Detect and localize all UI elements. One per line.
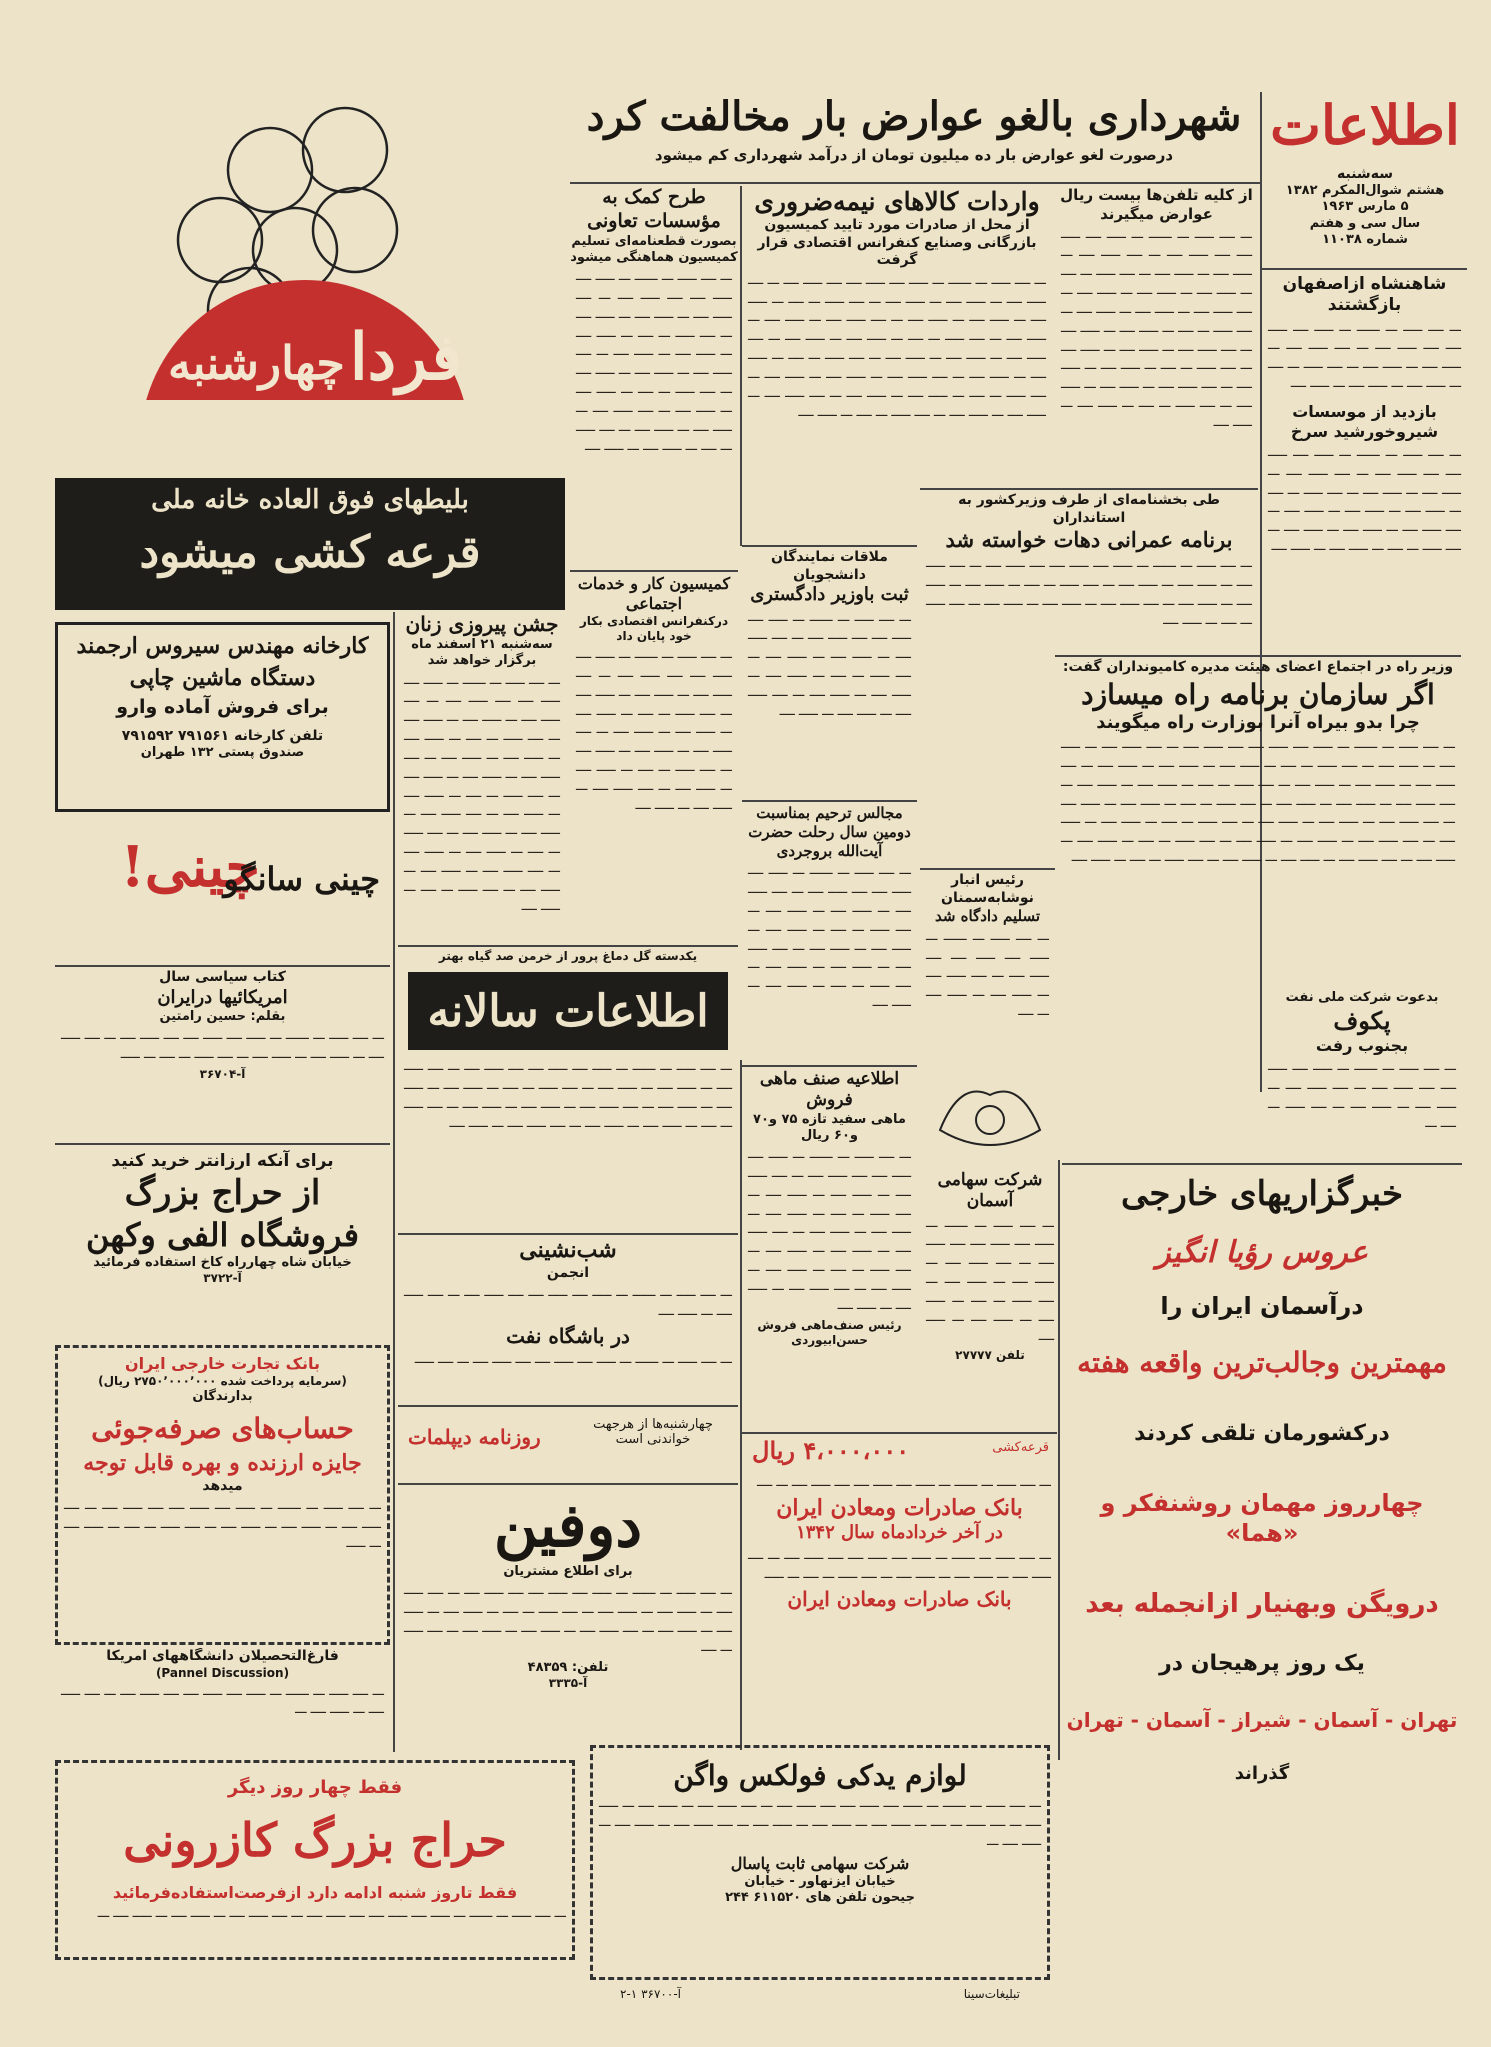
warehouse-headline: رئیس انبار نوشابه‌سمنان bbox=[941, 872, 1034, 906]
story-body: ـــ ــــ ـــــ ـــ ــــــ ـــ ـــــ ــــ ـــــ ــــ ــــ ـــــ ــــ ـــ ــــ ـــــ ــــ ـــ ـــــ ــــ ـــ ـــــ ــــ ـــ ــــ ـــــ ـــ ــــ ـــ ـــــ ــــ ـــ ـــــ ــــ ـــ ـــــ ــــ ـــ ــــ ـــــ ــــ ـــ ـــــ ــــ ـــ ـــــ ــــ ـــ ــــ ـــــ ـــ ــــ ـــ ـــــ ــــ ـــ ـــــ ــــ ـــ ــــ ـــــ ــــ ـــ ـــــ ــــ ـــ ـــــ ــــ bbox=[576, 647, 732, 813]
auction-ref: آ-۳۷۲۲ bbox=[203, 1271, 242, 1285]
vw-parts-ad bbox=[590, 1745, 1050, 1980]
warehouse-sub: تسلیم دادگاه شد bbox=[934, 907, 1040, 925]
annual-title: اطلاعات سالانه bbox=[427, 986, 709, 1037]
foreign-title: خبرگزاریهای خارجی bbox=[1121, 1174, 1403, 1214]
book-ref: آ-۳۶۷۰۴ bbox=[199, 1066, 246, 1081]
story-body: ـــ ــــ ـــــ ـــ ــــــ ـــ ـــــ ــــ ـــــ ــــ ــــ ـــــ ــــ ـــ ــــ ـــــ ــــ ـــ ـــــ ــــ ـــ ـــــ ــــ ـــ ــــ ـــــ ـــ ــــ ـــ ـــــ ــــ ـــ ـــــ ــــ ـــ ـــــ ــــ ـــ ــــ ـــــ ــــ ـــ ـــــ ــــ ـــ ـــــ ــــ ـــ ــــ ـــــ ـــ ــــ ـــ ـــــ ــــ ـــ ـــــ ــــ bbox=[748, 863, 911, 1011]
governors-story bbox=[920, 488, 1258, 658]
fish-sub: ماهی سفید تازه ۷۵ و۷۰ و۶۰ ریال bbox=[753, 1111, 906, 1143]
vw-body: ـــ ــــ ـــــ ـــ ــــــ ـــ ـــــ ــــ ـــــ ــــ ــــ ـــــ ــــ ـــ ــــ ـــــ ــــ ـــ ـــــ ــــ ـــ ـــــ ــــ ـــ ــــ ـــــ ـــ ــــ ـــ ـــــ ــــ ـــ ـــــ ــــ ـــ ـــــ ــــ ـــ ــــ ـــــ ــــ ـــ ـــــ ــــ ـــ ـــــ ــــ ـــ bbox=[599, 1796, 1041, 1849]
alumni-title: فارغ‌التحصیلان دانشگاههای امریکا bbox=[106, 1648, 339, 1664]
coop-story bbox=[570, 186, 738, 546]
story-body: ـــ ــــ ـــــ ـــ ــــــ ـــ ـــــ ــــ ـــــ ــــ ــــ ـــــ ــــ ـــ ــــ ـــــ ــــ ـــ ـــــ ــــ ـــ ـــــ ــــ ـــ ــــ ـــــ ـــ ــــ ـــ ـــــ ــــ ـــ ـــــ ــــ ـــ ـــــ ــــ ـــ ــــ ـــــ ــــ ـــ ـــــ ــــ ـــ ـــــ ــــ ـــ ــــ ـــــ ـــ ــــ bbox=[404, 1583, 732, 1655]
lottery-day-word: فردا bbox=[349, 320, 463, 395]
story-body: ـــ ــــ ـــــ ـــ ــــــ ـــ ـــــ ــــ ـــــ ــــ ــــ ـــــ ــــ ـــ ــــ ـــــ ــــ ـــ ـــــ ــــ ـــ ـــــ ــــ ـــ ــــ ـــــ ـــ ــــ ـــ ـــــ ــــ ـــ ـــــ ــــ ـــ ـــــ ــــ ـــ ــــ ـــــ ــــ ـــ ـــــ ــــ ـــ ـــــ ــــ ـــ ــــ ـــــ ـــ ــــ ـــ ـــــ ــــ ـــ ـــــ ــــ ـــ ــــ ـــــ ــــ ـــ ـــــ ــــ ـــ ـــــ ــــ bbox=[748, 1147, 911, 1313]
dofin-sub: برای اطلاع مشتریان bbox=[503, 1564, 633, 1579]
evening-sub: انجمن bbox=[546, 1264, 590, 1281]
workshop-sale: برای فروش آماده وارو bbox=[116, 696, 329, 718]
auction-line2: فروشگاه الفی وکهن bbox=[86, 1215, 359, 1254]
page-footer bbox=[590, 1985, 1050, 2007]
story-body: ـــ ــــ ـــــ ـــ ــــــ ـــ ـــــ ــــ ـــــ ــــ ــــ ـــــ ــــ ـــ ــــ ـــــ ــــ ـــ ـــــ ــــ ـــ ـــــ ــــ ـــ ــــ ـــــ ـــ ــــ ـــ ـــــ ــــ ـــ ـــــ ــــ ـــ ـــــ ــــ ـــ ــــ ـــــ ــــ ـــ ـــــ ــــ ـــ ـــــ ــــ ـــ ــــ ـــــ ـــ ــــ ـــ ـــــ ــــ ـــ ـــــ ــــ ـــ ــــ ـــــ ــــ ـــ ـــــ ــــ ـــ ـــــ ــــ ـــ ــــ ـــــ ـــ ــــ ـــ ـــــ ــــ ـــ ـــــ ــــ ـــ ــــ ـــــ ــــ ـــ ـــــ ــــ ـــ ـــــ ــــ ـــ ــــ ـــــ ـــ ــــ ـــ ـــــ ــــ ـــ ـــــ ــــ ـــ ــــ ـــــ ــــ ـــ ـــــ ــــ ـــ ـــــ ــــ ـــ ــــ ـــــ ـــ ــــ ـــ ـــــ ــــ bbox=[748, 272, 1046, 420]
story-body: ـــ ــــ ـــــ ـــ ــــــ ـــ ـــــ ــــ ـــــ ــــ ــــ ـــــ ــــ ـــ ــــ ـــــ ــــ ـــ ـــــ ــــ ـــ ـــــ ــــ ـــ ــــ ـــــ ـــ ــــ ـــ ـــــ ــــ ـــ ـــــ ــــ ـــ ـــــ ــــ ـــ ــــ ـــــ ــــ ـــ ـــــ ــــ ـــ ـــــ ــــ ـــ ــــ ـــــ ـــ ــــ ـــ ـــــ ــــ ـــ ـــــ ــــ ـــ ــــ ـــــ ــــ ـــ ـــــ ــــ bbox=[404, 1059, 732, 1131]
women-title: جشن پیروزی زنان bbox=[405, 612, 559, 636]
book-ad bbox=[55, 965, 390, 1140]
coop-sub: بصورت قطعنامه‌ای تسلیم کمیسیون هماهنگی میشود bbox=[570, 233, 738, 265]
coop-headline: طرح کمک به مؤسسات تعاونی bbox=[587, 186, 721, 232]
lottery-bank-footer: بانک صادرات ومعادن ایران bbox=[787, 1586, 1012, 1611]
book-title: امریکائیها درایران bbox=[157, 986, 288, 1008]
imports-sub: از محل از صادرات مورد تایید کمیسیون بازرگانی وصنایع کنفرانس اقتصادی قرار گرفت bbox=[757, 217, 1037, 269]
issue-year: سال سی و هفتم bbox=[1309, 215, 1421, 231]
china-big: چینی! bbox=[120, 834, 260, 900]
lottery-weekday-word: چهارشنبه bbox=[167, 336, 345, 390]
diplomat-title: روزنامه دیپلمات bbox=[408, 1425, 541, 1449]
oil-pre: بدعوت شرکت ملی نفت bbox=[1285, 990, 1439, 1005]
story-body: ـــ ــــ ـــــ ـــ ــــــ ـــ ـــــ ــــ ـــــ ــــ ــــ ـــــ ــــ ـــ ــــ ـــــ ــــ ـــ ـــــ ــــ ـــ ـــــ ــــ ـــ ــــ ـــــ ـــ ــــ ـــ ـــــ ــــ ـــ ـــــ ــــ ـــ ـــــ ــــ ـــ ــــ ـــــ ــــ ـــ ـــــ ــــ ـــ ـــــ ــــ ـــ ــــ ـــــ ـــ ــــ ـــ ـــــ ــــ ـــ ـــــ ــــ ـــ ــــ ـــــ ــــ ـــ ـــــ ــــ ـــ ـــــ ــــ ـــ ــــ ـــــ ـــ ــــ ـــ ـــــ ــــ ـــ ـــــ ــــ bbox=[576, 269, 732, 454]
china-ad bbox=[55, 822, 390, 957]
lottery-draw: قرعه کشی میشود bbox=[139, 526, 481, 578]
footer-ref: آ-۳۶۷۰۰ ۱-۲ bbox=[620, 1987, 681, 2001]
story-body: ـــ ــــ ـــــ ـــ ــــــ ـــ ـــــ ــــ ـــــ ــــ ــــ ـــــ ــــ ـــ ــــ ـــــ ــــ ـــ ـــــ ــــ ـــ ـــــ ــــ ـــ ــــ ـــــ ـــ ــــ ـــ ـــــ ــــ ـــ ـــــ ــــ ـــ ـــــ ــــ ـــ ــــ ـــــ ــــ ـــ ـــــ ــــ ـــ ـــــ ــــ ـــ ــــ ـــــ ـــ ــــ ـــ ـــــ ــــ ـــ ـــــ ــــ bbox=[1268, 444, 1461, 555]
minister-sub: چرا بدو بیراه آنرا بوزارت راه میگویند bbox=[1096, 711, 1420, 733]
students-story bbox=[742, 545, 917, 795]
story-body: ـــ ــــ ـــــ ـــ ــــــ ـــ ـــــ ــــ ـــــ ــــ ــــ ـــــ ــــ ـــ ــــ ـــــ ــــ ـــ ـــــ ــــ ـــ ـــــ ــــ ـــ ــــ ـــــ ـــ ــــ ـــ ـــــ ــــ ـــ ـــــ ــــ ـــ ـــــ ــــ ـــ ــــ ـــــ ــــ ـــ ـــــ ــــ ـــ ـــــ ــــ bbox=[748, 609, 911, 719]
story-body: ـــ ــــ ـــــ ـــ ــــــ ـــ ـــــ ــــ ـــــ ــــ ــــ ـــــ ــــ ـــ ــــ ـــــ bbox=[414, 1351, 732, 1367]
aseman-logo bbox=[920, 1060, 1060, 1170]
auction-pre: برای آنکه ارزانتر خرید کنید bbox=[111, 1151, 334, 1171]
memorial-story bbox=[742, 800, 917, 1060]
story-body: ـــ ــــ ـــــ ـــ ــــــ ـــ ـــــ ــــ ـــــ ــــ ــــ ـــــ ــــ ـــ ــــ ـــــ ــــ ـــ ـــــ ــــ ـــ ـــــ ــــ ـــ ــــ ـــــ ـــ ــــ ـــ ـــــ ــــ ـــ ـــــ ــــ ـــ ـــــ ــــ bbox=[926, 1215, 1054, 1344]
story-body: ـــ ــــ ـــــ ـــ ــــــ ـــ ـــــ ــــ ـــــ ــــ ــــ ـــــ ــــ ـــ ــــ ـــــ ــــ ـــ ـــــ ــــ ـــ ـــــ ــــ ـــ ــــ ـــــ ـــ ــــ ـــ ـــــ ــــ ـــ ـــــ ــــ ـــ ـــــ ــــ ـــ ــــ ـــــ ــــ ـــ ـــــ ــــ ـــ ـــــ ــــ ـــ ــــ ـــــ ـــ ــــ ـــ ـــــ ــــ ـــ ـــــ ــــ ـــ ــــ ـــــ ــــ ـــ ـــــ ــــ ـــ ـــــ ــــ ـــ ــــ ـــــ ـــ ــــ ـــ ـــــ ــــ ـــ ـــــ ــــ ـــ ــــ ـــــ ــــ ـــ ـــــ ــــ ـــ ـــــ ــــ ـــ ــــ ـــــ ـــ ــــ ـــ ـــــ ــــ bbox=[404, 672, 560, 914]
bank-title: بانک تجارت خارجی ایران bbox=[124, 1354, 320, 1373]
lottery-sub: بلیطهای فوق العاده خانه ملی bbox=[151, 485, 469, 515]
foreign-line8: تهران - آسمان - شیراز - آسمان - تهران bbox=[1066, 1707, 1458, 1732]
students-headline: ملاقات نمایندگان دانشجویان bbox=[771, 549, 888, 583]
bank-savings: حساب‌های صرفه‌جوئی bbox=[91, 1412, 354, 1446]
fish-headline: اطلاعیه صنف ماهی فروش bbox=[759, 1069, 900, 1111]
book-description: ـــ ــــ ـــــ ـــ ــــــ ـــ ـــــ ــــ ـــــ ــــ ــــ ـــــ ــــ ـــ ــــ ـــــ ــــ ـــ ـــــ ــــ ـــ ـــــ ــــ ـــ ــــ ـــــ ـــ ــــ ـــ ـــــ bbox=[61, 1028, 384, 1063]
students-sub: ثبت باوزیر دادگستری bbox=[750, 584, 909, 605]
auction-line1: از حراج بزرگ bbox=[124, 1173, 321, 1214]
lottery-bank-name: بانک صادرات ومعادن ایران bbox=[776, 1494, 1023, 1521]
foreign-line7: یک روز پرهیجان در bbox=[1159, 1651, 1365, 1676]
story-head-red-lion: بازدید از موسسات شیروخورشید سرخ bbox=[1290, 401, 1439, 441]
lead-headline: شهرداری بالغو عوارض بار مخالفت کرد bbox=[586, 93, 1242, 140]
workshop-ad bbox=[55, 622, 390, 812]
issue-gregorian-date: ۵ مارس ۱۹۶۳ bbox=[1321, 199, 1409, 215]
evening-title: شب‌نشینی bbox=[519, 1237, 617, 1263]
annual-intro: یکدسته گل دماغ پرور از خرمن صد گیاه بهتر bbox=[438, 949, 698, 963]
fish-footer: رئیس صنف‌ماهی فروش حسن‌ابیوردی bbox=[757, 1317, 902, 1347]
book-author: بقلم: حسین رامتین bbox=[159, 1009, 286, 1024]
foreign-line4: درکشورمان تلقی کردند bbox=[1134, 1421, 1390, 1446]
foreign-line9: گذراند bbox=[1234, 1762, 1290, 1784]
foreign-line1: عروس رؤیا انگیز bbox=[1156, 1234, 1368, 1270]
issue-day: سه‌شنبه bbox=[1337, 165, 1393, 182]
story-body: ـــ ــــ ـــــ ـــ ــــــ ـــ ـــــ ــــ ـــــ ــــ ــــ ـــــ ــــ ـــ ــــ ـــــ ــــ ـــ ـــــ ــــ ـــ ـــــ ــــ ـــ ــــ ـــــ ـــ ــــ ـــ ـــــ bbox=[748, 1547, 1051, 1582]
vw-phone: جیحون تلفن های ۶۱۱۵۲۰ ۲۴۴ bbox=[725, 1889, 915, 1905]
story-body: ـــ ــــ ـــــ ـــ ــــــ ـــ ـــــ ــــ ـــــ ــــ ــــ ـــــ ــــ ـــ ــــ ـــــ ــــ ـــ ـــــ ــــ bbox=[404, 1285, 732, 1319]
foreign-line5: چهارروز مهمان روشنفکر و «هما» bbox=[1100, 1488, 1424, 1547]
lottery-bank-date: در آخر خردادماه سال ۱۳۴۲ bbox=[796, 1522, 1003, 1544]
fish-notice bbox=[742, 1065, 917, 1430]
bank-fineprint: ـــ ــــ ـــــ ـــ ــــــ ـــ ـــــ ــــ ـــــ ــــ ــــ ـــــ ــــ ـــ ــــ ـــــ ــــ ـــ ـــــ ــــ ـــ ـــــ ــــ ـــ ــــ ـــــ ـــ ــــ ـــ ـــــ ــــ ـــ ـــــ bbox=[64, 1498, 381, 1551]
oil-story bbox=[1262, 990, 1462, 1160]
bank-prize: جایزه ارزنده و بهره قابل توجه bbox=[83, 1450, 362, 1477]
story-body: ـــ ــــ ـــــ ـــ ــــــ ـــ ـــــ ــــ ـــــ ــــ ــــ ـــــ ــــ ـــ ــــ ـــــ ــــ ـــ ـــــ ــــ ـــ ـــــ ــــ ـــ ــــ ـــــ ـــ ــــ ـــ ـــــ ــــ ـــ ـــــ ــــ ـــ ـــــ ــــ ـــ ــــ ـــــ ــــ ـــ ـــــ ــــ ـــ ـــــ ــــ ـــ ــــ ـــــ ـــ ــــ ـــ ـــــ ــــ ـــ ـــــ ــــ ـــ ــــ ـــــ ــــ ـــ ـــــ ــــ ـــ ـــــ ــــ ـــ ــــ ـــــ ـــ ــــ ـــ ـــــ ــــ ـــ ـــــ ــــ ـــ ــــ ـــــ ــــ ـــ ـــــ ــــ ـــ ـــــ ــــ ـــ ــــ ـــــ ـــ ــــ ـــ ـــــ ــــ ـــ ـــــ ــــ ـــ ــــ ـــــ ــــ ـــ ـــــ ــــ ـــ ـــــ ــــ ـــ ــــ ـــــ ـــ ــــ ـــ ـــــ ــــ ـــ ـــــ ــــ ـــ ــــ ـــــ ــــ ـــ ـــــ ــــ ـــ ـــــ ــــ ـــ ــــ ـــــ ـــ ــــ ـــ ـــــ ــــ bbox=[1061, 737, 1455, 866]
memorial-headline: مجالس ترحیم بمناسبت دومین سال رحلت حضرت آیت‌الله بروجردی bbox=[748, 804, 911, 860]
vw-company: شرکت سهامی ثابت پاسال bbox=[730, 1853, 910, 1873]
dofin-ref: آ-۳۳۳۵ bbox=[548, 1675, 588, 1690]
lottery-bank-amount: ۴،۰۰۰،۰۰۰ ریال bbox=[752, 1436, 910, 1465]
story-body: ـــ ــــ ـــــ ـــ ــــــ ـــ ـــــ ــــ ـــــ ــــ ــــ ـــــ ــــ ـــ ــــ bbox=[757, 1475, 1051, 1490]
alumni-notice bbox=[55, 1648, 390, 1748]
dofin-phone: تلفن: ۴۸۳۵۹ bbox=[527, 1659, 609, 1675]
foreign-line6: درویگن وبهنیار ازانجمله بعد bbox=[1085, 1588, 1439, 1619]
workshop-name: کارخانه مهندس سیروس ارجمند bbox=[76, 633, 369, 659]
bank-gives: میدهد bbox=[202, 1477, 243, 1494]
minister-headline: اگر سازمان برنامه راه میسازد bbox=[1081, 677, 1435, 711]
imports-headline: واردات کالاهای نیمه‌ضروری bbox=[754, 187, 1040, 216]
bank-capital: (سرمایه پرداخت شده ۲۷۵۰٬۰۰۰٬۰۰۰ ریال) bbox=[98, 1374, 347, 1388]
story-body: ـــ ــــ ـــــ ـــ ــــــ ـــ ـــــ ــــ ـــــ ــــ ــــ ـــــ ــــ ـــ ــــ ـــــ ــــ ـــ ـــــ ــــ ـــ ـــــ ــــ ـــ ــــ ـــــ ـــ ــــ ـــ ـــــ ــــ ـــ ـــــ ــــ ـــ ـــــ ــــ ـــ ــــ ـــــ ــــ ـــ ـــــ ــــ ـــ ـــــ ــــ ـــ ــــ ـــــ ـــ ــــ ـــ ـــــ ــــ ـــ ـــــ ــــ ـــ ــــ ـــــ ــــ ـــ ـــــ ــــ ـــ ـــــ ــــ ـــ ــــ ـــــ ـــ ــــ ـــ ـــــ ــــ ـــ ـــــ ــــ ـــ ــــ ـــــ ــــ ـــ ـــــ ــــ ـــ ـــــ ــــ ـــ ــــ ـــــ ـــ ــــ ـــ ـــــ ــــ ـــ ـــــ ــــ bbox=[1061, 226, 1252, 430]
labor-sub: درکنفرانس اقتصادی بکار خود پایان داد bbox=[579, 614, 729, 643]
lottery-bank-ad bbox=[742, 1432, 1057, 1750]
masthead bbox=[1265, 92, 1465, 262]
workshop-machine: دستگاه ماشین چاپی bbox=[129, 664, 316, 691]
lead-story-header bbox=[570, 92, 1258, 182]
kazerooni-pre: فقط چهار روز دیگر bbox=[227, 1777, 403, 1798]
story-body: ـــ ــــ ـــــ ـــ ــــــ ـــ ـــــ ــــ ـــــ ــــ ــــ ـــــ ــــ ـــ ــــ ـــــ ــــ ـــ ـــــ ــــ ـــ ـــــ ــــ ـــ ــــ ـــــ ـــ ــــ ـــ bbox=[1268, 1059, 1456, 1131]
governors-headline: برنامه عمرانی دهات خواسته شد bbox=[945, 527, 1233, 552]
story-body: ـــ ــــ ـــــ ـــ ــــــ ـــ ـــــ ــــ ـــــ ــــ ــــ ـــــ ــــ ـــ ــــ ـــــ ــــ ـــ ـــــ ــــ ـــ ـــــ ــــ ـــ ــــ ـــــ ـــ ــــ ـــ ـــــ ــــ ـــ ـــــ ــــ ـــ ـــــ ــــ ـــ ــــ ـــــ ــــ ـــ ـــــ ــــ ـــ ـــــ ــــ ـــ ــــ ـــــ ـــ ــــ ـــ ـــــ ــــ bbox=[926, 556, 1252, 628]
masthead-title: اطلاعات bbox=[1270, 93, 1460, 157]
lottery-bank-pre: قرعه‌کشی bbox=[992, 1440, 1049, 1455]
dofin-ad bbox=[398, 1483, 738, 1748]
diplomat-note: چهارشنبه‌ها از هرجهت خواندنی است bbox=[593, 1417, 713, 1447]
kazerooni-ad bbox=[55, 1760, 575, 1960]
footer-agency: تبلیغات‌سینا bbox=[963, 1987, 1020, 2001]
minister-story bbox=[1055, 655, 1461, 1025]
workshop-po-box: صندوق پستی ۱۳۲ طهران bbox=[140, 745, 305, 761]
warehouse-story bbox=[920, 868, 1055, 1058]
oil-headline: پکوف bbox=[1333, 1006, 1391, 1036]
alumni-body: ـــ ــــ ـــــ ـــ ــــــ ـــ ـــــ ــــ ـــــ ــــ ــــ ـــــ ــــ ـــ ــــ ـــــ ــــ ـــ ـــــ ــــ ـــ bbox=[61, 1683, 384, 1718]
aseman-name: شرکت سهامی آسمان bbox=[937, 1170, 1043, 1212]
aseman-phone: تلفن ۲۷۷۷۷ bbox=[955, 1348, 1025, 1363]
alumni-en: (Pannel Discussion) bbox=[155, 1665, 290, 1680]
kazerooni-sub: فقط تاروز شنبه ادامه دارد ازفرصت‌استفاده‌فرمائید bbox=[112, 1883, 518, 1902]
foreign-line2: درآسمان ایران را bbox=[1160, 1292, 1364, 1320]
lead-subhead: درصورت لغو عوارض بار ده میلیون تومان از درآمد شهرداری کم میشود bbox=[654, 146, 1174, 164]
annual-ad bbox=[398, 945, 738, 1230]
women-sub: سه‌شنبه ۲۱ اسفند ماه برگزار خواهد شد bbox=[411, 637, 553, 669]
governors-pre: طی بخشنامه‌ای از طرف وزیرکشور به استانداران bbox=[958, 492, 1220, 526]
auction-ad bbox=[55, 1143, 390, 1333]
minister-pre: وزیر راه در اجتماع اعضای هیئت مدیره کامیونداران گفت: bbox=[1062, 659, 1454, 675]
lottery-ad bbox=[55, 100, 565, 610]
issue-hijri-date: هشتم شوال‌المکرم ۱۳۸۲ bbox=[1285, 183, 1445, 198]
evening-notice bbox=[398, 1233, 738, 1403]
book-pre: کتاب سیاسی سال bbox=[159, 969, 286, 985]
story-head-shah-return: شاهنشاه ازاصفهان بازگشتند bbox=[1282, 274, 1447, 316]
labor-story bbox=[570, 570, 738, 870]
bank-sub: بدارندگان bbox=[192, 1389, 253, 1404]
women-notice bbox=[398, 612, 566, 942]
vw-title: لوازم یدکی فولکس واگن bbox=[673, 1759, 967, 1792]
diplomat-ad bbox=[398, 1405, 738, 1480]
kazerooni-address: ـــ ــــ ـــــ ـــ ــــــ ـــ ـــــ ــــ ـــــ ــــ ــــ ـــــ ــــ ـــ ــــ ـــــ ــــ ـــ ـــــ ــــ ـــ ـــــ ــــ ـــ bbox=[97, 1906, 566, 1921]
foreign-line3: مهمترین وجالب‌ترین واقعه هفته bbox=[1077, 1346, 1447, 1379]
story-body: ـــ ــــ ـــــ ـــ ــــــ ـــ ـــــ ــــ ـــــ ــــ ــــ ـــــ ــــ ـــ ــــ ـــــ ــــ ـــ ـــــ ــــ ـــ ـــــ ــــ ـــ ــــ bbox=[926, 928, 1049, 1020]
issue-number: شماره ۱۱۰۳۸ bbox=[1322, 231, 1408, 247]
auction-address: خیابان شاه چهارراه کاخ استفاده فرمائید bbox=[93, 1254, 352, 1270]
bank-ad bbox=[55, 1345, 390, 1645]
lead-bullet: از کلیه تلفن‌ها بیست ریال عوارض میگیرند bbox=[1060, 186, 1253, 223]
story-body: ـــ ــــ ـــــ ـــ ــــــ ـــ ـــــ ــــ ـــــ ــــ ــــ ـــــ ــــ ـــ ــــ ـــــ ــــ ـــ ـــــ ــــ ـــ ـــــ ــــ ـــ ــــ ـــــ ـــ ــــ ـــ ـــــ ــــ ـــ ـــــ ــــ ـــ ـــــ ــــ bbox=[1268, 319, 1461, 392]
vw-address: خیابان ایزنهاور - خیابان bbox=[744, 1873, 896, 1889]
dofin-title: دوفین bbox=[493, 1491, 643, 1561]
china-small: چینی سانگو bbox=[223, 860, 380, 898]
kazerooni-title: حراج بزرگ کازرونی bbox=[123, 1812, 507, 1867]
workshop-phones: تلفن کارخانه ۷۹۱۵۶۱ ۷۹۱۵۹۲ bbox=[121, 727, 324, 744]
aseman-ad bbox=[920, 1060, 1060, 1430]
oil-sub: بجنوب رفت bbox=[1315, 1036, 1409, 1056]
evening-where: در باشگاه نفت bbox=[506, 1323, 630, 1348]
foreign-news-ad bbox=[1062, 1163, 1462, 1933]
labor-headline: کمیسیون کار و خدمات اجتماعی bbox=[577, 574, 731, 613]
